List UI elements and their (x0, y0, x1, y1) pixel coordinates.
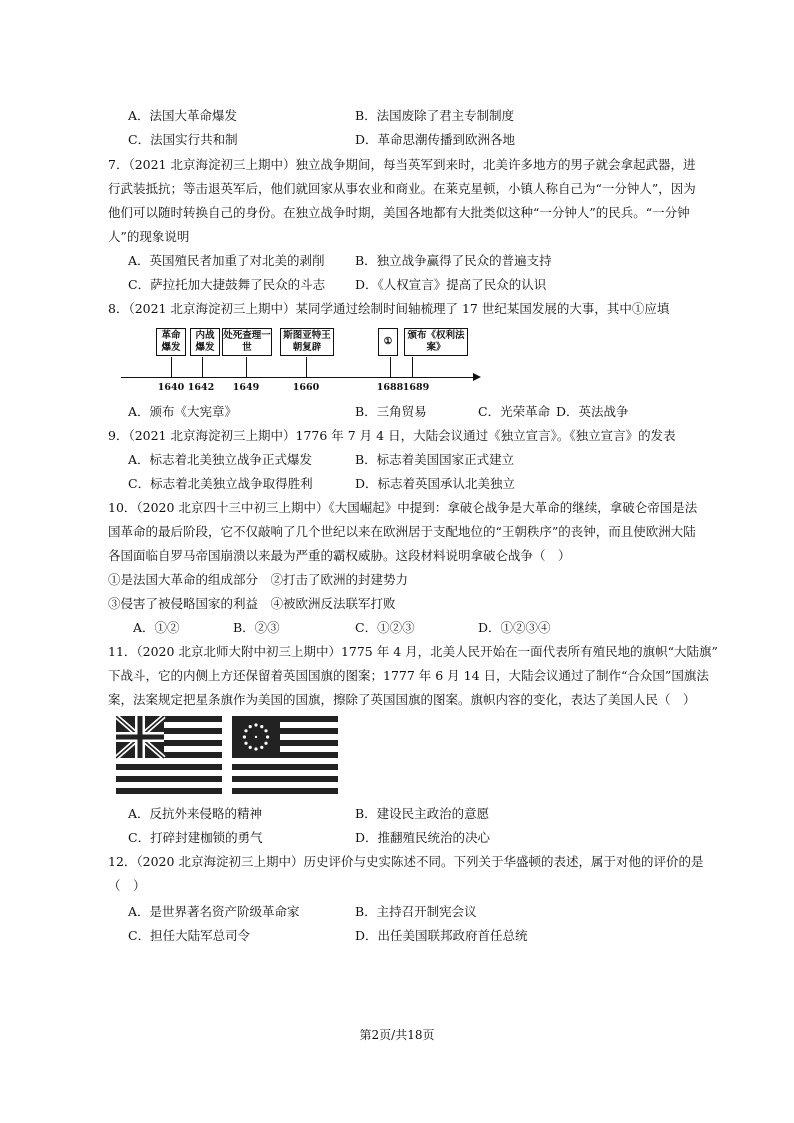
timeline-event-5: ① (378, 328, 398, 356)
q12-stem-line-1: 12．（2020 北京海淀初三上期中）历史评价与史实陈述不同。下列关于华盛顿的表述，属于对他的评价的是 (108, 854, 704, 869)
timeline-tick (390, 357, 391, 377)
q12-option-c: C．担任大陆军总司令 (128, 928, 251, 943)
timeline-year-2: 1642 (187, 382, 215, 393)
timeline-event-6: 颁布《权利法案》 (404, 328, 468, 356)
q7-stem-line-3: 他们可以随时转换自己的身份。在独立战争时期，美国各地都有大批类似这种“一分钟人”的民兵。“一分钟 (108, 205, 690, 220)
timeline-event-2: 内战爆发 (190, 328, 220, 356)
q10-option-c: C．①②③ (355, 620, 415, 635)
timeline-axis (121, 377, 475, 378)
q7-option-c: C．萨拉托加大捷鼓舞了民众的斗志 (128, 277, 326, 292)
stars-and-stripes-flag-image (232, 716, 338, 794)
q11-stem-line-1: 11．（2020 北京北师大附中初三上期中）1775 年 4 月，北美人民开始在一面代表所有殖民地的旗帜“大陆旗” (108, 644, 718, 659)
q11-option-a: A．反抗外来侵略的精神 (128, 806, 263, 821)
q7-option-d: D．《人权宣言》提高了民众的认识 (355, 277, 547, 292)
q12-option-d: D．出任美国联邦政府首任总统 (355, 928, 528, 943)
timeline-event-1: 革命爆发 (156, 328, 186, 356)
continental-flag-image (116, 716, 222, 794)
q10-stem-line-1: 10．（2020 北京四十三中初三上期中）《大国崛起》中提到：拿破仑战争是大革命的继续，拿破仑帝国是法 (108, 500, 698, 515)
q6-option-d: D．革命思潮传播到欧洲各地 (355, 132, 516, 147)
q9-option-d: D．标志着英国承认北美独立 (355, 476, 516, 491)
q7-stem-line-1: 7．（2021 北京海淀初三上期中）独立战争期间，每当英军到来时，北美许多地方的男子就会拿起武器，进 (108, 157, 696, 172)
timeline-event-4: 斯图亚特王朝复辟 (280, 328, 334, 356)
q8-option-a: A．颁布《大宪章》 (128, 404, 238, 419)
q10-stem-line-2: 国革命的最后阶段，它不仅敲响了几个世纪以来在欧洲居于支配地位的“王朝秩序”的丧钟，而且使欧洲大陆 (108, 524, 696, 539)
q11-stem-line-2: 下战斗，它的内侧上方还保留着英国国旗的图案；1777 年 6 月 14 日，大陆会议通过了制作“合众国”国旗法 (108, 668, 709, 683)
timeline-tick (306, 357, 307, 377)
timeline-arrow-icon (473, 373, 481, 381)
q10-stem-line-3: 各国面临自罗马帝国崩溃以来最为严重的霸权威胁。这段材料说明拿破仑战争（ ） (108, 548, 571, 563)
timeline-year-3: 1649 (232, 382, 260, 393)
q11-option-c: C．打碎封建枷锁的勇气 (128, 830, 263, 845)
timeline-year-1: 1640 (157, 382, 185, 393)
q11-option-d: D．推翻殖民统治的决心 (355, 830, 491, 845)
q10-option-a: A．①② (133, 620, 180, 635)
star-circle-canton-icon (232, 716, 280, 758)
timeline-year-4: 1660 (292, 382, 320, 393)
q7-option-a: A．英国殖民者加重了对北美的剥削 (128, 253, 325, 268)
q6-option-a: A．法国大革命爆发 (128, 108, 238, 123)
timeline-tick (202, 357, 203, 377)
timeline-year-6: 1689 (402, 382, 430, 393)
q10-option-b: B．②③ (233, 620, 280, 635)
timeline-tick (171, 357, 172, 377)
q7-stem-line-2: 行武装抵抗；等击退英军后，他们就回家从事农业和商业。在莱克星顿，小镇人称自己为“一分钟人”，因为 (108, 181, 696, 196)
q10-option-d: D．①②③④ (478, 620, 551, 635)
page-number-footer: 第2页/共18页 (359, 1028, 435, 1042)
timeline-tick (246, 357, 247, 377)
q7-option-b: B．独立战争赢得了民众的普遍支持 (355, 253, 552, 268)
timeline-year-5: 1688 (376, 382, 404, 393)
q12-option-b: B．主持召开制宪会议 (355, 904, 477, 919)
q12-stem-line-2: （ ） (108, 878, 146, 893)
q8-option-c: C．光荣革命 (478, 404, 551, 419)
q8-stem-line-1: 8．（2021 北京海淀初三上期中）某同学通过绘制时间轴梳理了 17 世纪某国发展的大事，其中①应填 (108, 301, 670, 316)
union-jack-canton-icon (116, 716, 164, 758)
q9-option-a: A．标志着北美独立战争正式爆发 (128, 452, 313, 467)
timeline-tick (412, 357, 413, 377)
q9-option-b: B．标志着美国国家正式建立 (355, 452, 515, 467)
q11-option-b: B．建设民主政治的意愿 (355, 806, 490, 821)
q12-option-a: A．是世界著名资产阶级革命家 (128, 904, 300, 919)
q7-stem-line-4: 人”的现象说明 (108, 229, 190, 244)
timeline-event-3: 处死查理一世 (222, 328, 272, 356)
q8-option-b: B．三角贸易 (355, 404, 427, 419)
q10-statement-line-1: ①是法国大革命的组成部分 ②打击了欧洲的封建势力 (108, 572, 409, 587)
q8-option-d: D．英法战争 (556, 404, 629, 419)
q9-option-c: C．标志着北美独立战争取得胜利 (128, 476, 313, 491)
q6-option-b: B．法国废除了君主专制制度 (355, 108, 515, 123)
q11-stem-line-3: 案，法案规定把星条旗作为美国的国旗，擦除了英国国旗的图案。旗帜内容的变化，表达了美国人民（ ） (108, 692, 696, 707)
q10-statement-line-2: ③侵害了被侵略国家的利益 ④被欧洲反法联军打败 (108, 596, 396, 611)
q9-stem-line-1: 9．（2021 北京海淀初三上期中）1776 年 7 月 4 日，大陆会议通过《独立宣言》。《独立宣言》的发表 (108, 428, 676, 443)
q6-option-c: C．法国实行共和制 (128, 132, 238, 147)
